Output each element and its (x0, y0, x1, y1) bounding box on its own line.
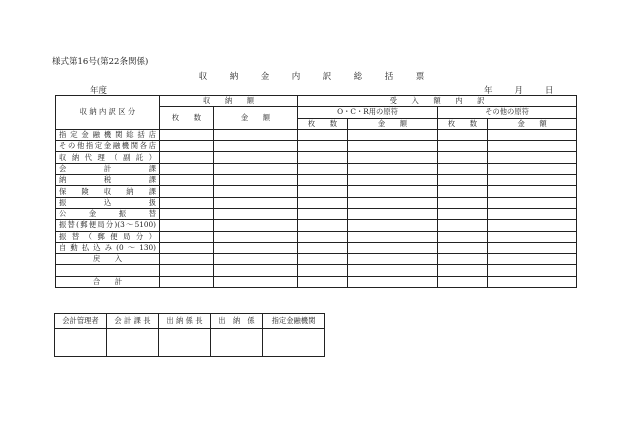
ocr-count-cell[interactable] (298, 175, 348, 186)
transfer-breakdown-header: 受 入 額 内 訳 (298, 96, 577, 107)
amount-cell[interactable] (214, 276, 298, 287)
designated-bank-stamp-box[interactable] (263, 329, 325, 357)
ocr-amount-cell[interactable] (348, 141, 438, 152)
other-amount-cell[interactable] (488, 163, 577, 174)
amount-cell[interactable] (214, 254, 298, 265)
table-row (56, 242, 577, 253)
row-label: 公金振替 (56, 208, 160, 219)
category-header: 収 納 内 訳 区 分 (56, 96, 160, 130)
ocr-slip-header: O・C・R用の原符 (298, 107, 438, 118)
ocr-amount-cell[interactable] (348, 276, 438, 287)
other-count-cell[interactable] (438, 141, 488, 152)
summary-table (55, 95, 577, 288)
amount-cell[interactable] (214, 163, 298, 174)
other-amount-cell[interactable] (488, 265, 577, 276)
table-row (56, 208, 577, 219)
count-cell[interactable] (160, 276, 214, 287)
received-amount-header: 収 納 額 (160, 96, 298, 107)
ocr-amount-cell[interactable] (348, 152, 438, 163)
other-amount-cell[interactable] (488, 152, 577, 163)
ocr-count-header: 枚 数 (298, 118, 348, 129)
amount-cell[interactable] (214, 265, 298, 276)
row-label: 振込扱 (56, 197, 160, 208)
received-count-header: 枚 数 (160, 107, 214, 130)
other-amount-header: 金 額 (488, 118, 577, 129)
fiscal-year-label: 年度 (90, 86, 108, 96)
date-month-label: 月 (514, 86, 524, 96)
table-row (56, 152, 577, 163)
date-day-label: 日 (545, 86, 554, 96)
table-row (56, 197, 577, 208)
other-count-cell[interactable] (438, 242, 488, 253)
designated-bank-label: 指定金融機関 (263, 314, 325, 329)
row-label: 振替（郵便局分） (56, 231, 160, 242)
table-row (56, 220, 577, 231)
amount-cell[interactable] (214, 231, 298, 242)
amount-cell[interactable] (214, 175, 298, 186)
other-amount-cell[interactable] (488, 197, 577, 208)
other-count-cell[interactable] (438, 254, 488, 265)
count-cell[interactable] (160, 175, 214, 186)
amount-cell[interactable] (214, 129, 298, 140)
other-count-cell[interactable] (438, 197, 488, 208)
count-cell[interactable] (160, 208, 214, 219)
row-label: 振替(郵便局分)(3〜5100) (56, 220, 160, 231)
count-cell[interactable] (160, 265, 214, 276)
row-label: 戻 入 (56, 254, 160, 265)
ocr-count-cell[interactable] (298, 163, 348, 174)
ocr-count-cell[interactable] (298, 208, 348, 219)
accounting-chief-label: 会 計 課 長 (107, 314, 159, 329)
other-count-cell[interactable] (438, 186, 488, 197)
ocr-count-cell[interactable] (298, 276, 348, 287)
row-label (56, 265, 160, 276)
count-cell[interactable] (160, 186, 214, 197)
other-count-cell[interactable] (438, 276, 488, 287)
accounting-manager-label: 会計管理者 (55, 314, 107, 329)
other-amount-cell[interactable] (488, 220, 577, 231)
other-amount-cell[interactable] (488, 129, 577, 140)
ocr-amount-cell[interactable] (348, 231, 438, 242)
count-cell[interactable] (160, 220, 214, 231)
ocr-count-cell[interactable] (298, 254, 348, 265)
ocr-count-cell[interactable] (298, 197, 348, 208)
table-row (56, 231, 577, 242)
ocr-amount-cell[interactable] (348, 163, 438, 174)
cashier-label: 出 納 係 (211, 314, 263, 329)
ocr-count-cell[interactable] (298, 231, 348, 242)
ocr-amount-cell[interactable] (348, 175, 438, 186)
table-row (56, 276, 577, 287)
other-amount-cell[interactable] (488, 186, 577, 197)
count-cell[interactable] (160, 254, 214, 265)
ocr-amount-cell[interactable] (348, 254, 438, 265)
other-amount-cell[interactable] (488, 276, 577, 287)
accounting-manager-stamp-box[interactable] (55, 329, 107, 357)
cashier-stamp-box[interactable] (211, 329, 263, 357)
other-amount-cell[interactable] (488, 208, 577, 219)
count-cell[interactable] (160, 141, 214, 152)
other-count-cell[interactable] (438, 220, 488, 231)
received-amount-sub-header: 金 額 (214, 107, 298, 130)
approval-stamp-table (54, 313, 325, 357)
other-count-cell[interactable] (438, 129, 488, 140)
other-amount-cell[interactable] (488, 231, 577, 242)
row-label: 会計課 (56, 163, 160, 174)
amount-cell[interactable] (214, 152, 298, 163)
form-title: 収 納 金 内 訳 総 括 票 (198, 72, 432, 82)
other-count-cell[interactable] (438, 152, 488, 163)
table-row (56, 265, 577, 276)
ocr-amount-cell[interactable] (348, 186, 438, 197)
amount-cell[interactable] (214, 242, 298, 253)
other-count-cell[interactable] (438, 208, 488, 219)
count-cell[interactable] (160, 197, 214, 208)
ocr-count-cell[interactable] (298, 152, 348, 163)
row-label: 指定金融機関総括店 (56, 129, 160, 140)
cashier-chief-label: 出 納 係 長 (159, 314, 211, 329)
amount-cell[interactable] (214, 197, 298, 208)
date-year-label: 年 (484, 86, 493, 96)
other-count-cell[interactable] (438, 231, 488, 242)
ocr-amount-cell[interactable] (348, 242, 438, 253)
ocr-amount-cell[interactable] (348, 208, 438, 219)
other-amount-cell[interactable] (488, 242, 577, 253)
ocr-count-cell[interactable] (298, 265, 348, 276)
row-label: 収納代理（副託） (56, 152, 160, 163)
row-label: その他指定金融機関各店 (56, 141, 160, 152)
amount-cell[interactable] (214, 208, 298, 219)
ocr-count-cell[interactable] (298, 220, 348, 231)
other-count-cell[interactable] (438, 175, 488, 186)
amount-cell[interactable] (214, 141, 298, 152)
count-cell[interactable] (160, 242, 214, 253)
ocr-count-cell[interactable] (298, 129, 348, 140)
other-count-header: 枚 数 (438, 118, 488, 129)
other-count-cell[interactable] (438, 163, 488, 174)
ocr-amount-cell[interactable] (348, 129, 438, 140)
row-label: 自動払込み(0〜130) (56, 242, 160, 253)
ocr-amount-cell[interactable] (348, 197, 438, 208)
table-row (56, 175, 577, 186)
cashier-chief-stamp-box[interactable] (159, 329, 211, 357)
other-slip-header: その他の原符 (438, 107, 577, 118)
table-row (56, 129, 577, 140)
count-cell[interactable] (160, 231, 214, 242)
row-label: 納税課 (56, 175, 160, 186)
other-count-cell[interactable] (438, 265, 488, 276)
other-amount-cell[interactable] (488, 141, 577, 152)
accounting-chief-stamp-box[interactable] (107, 329, 159, 357)
ocr-count-cell[interactable] (298, 242, 348, 253)
table-row (56, 163, 577, 174)
count-cell[interactable] (160, 152, 214, 163)
ocr-count-cell[interactable] (298, 186, 348, 197)
ocr-amount-header: 金 額 (348, 118, 438, 129)
count-cell[interactable] (160, 163, 214, 174)
table-row (56, 141, 577, 152)
table-row (56, 254, 577, 265)
row-label: 合 計 (56, 276, 160, 287)
ocr-count-cell[interactable] (298, 141, 348, 152)
other-amount-cell[interactable] (488, 254, 577, 265)
amount-cell[interactable] (214, 220, 298, 231)
amount-cell[interactable] (214, 186, 298, 197)
ocr-amount-cell[interactable] (348, 265, 438, 276)
ocr-amount-cell[interactable] (348, 220, 438, 231)
other-amount-cell[interactable] (488, 175, 577, 186)
count-cell[interactable] (160, 129, 214, 140)
form-number: 様式第16号(第22条関係) (52, 57, 149, 67)
row-label: 保険収納課 (56, 186, 160, 197)
table-row (56, 186, 577, 197)
